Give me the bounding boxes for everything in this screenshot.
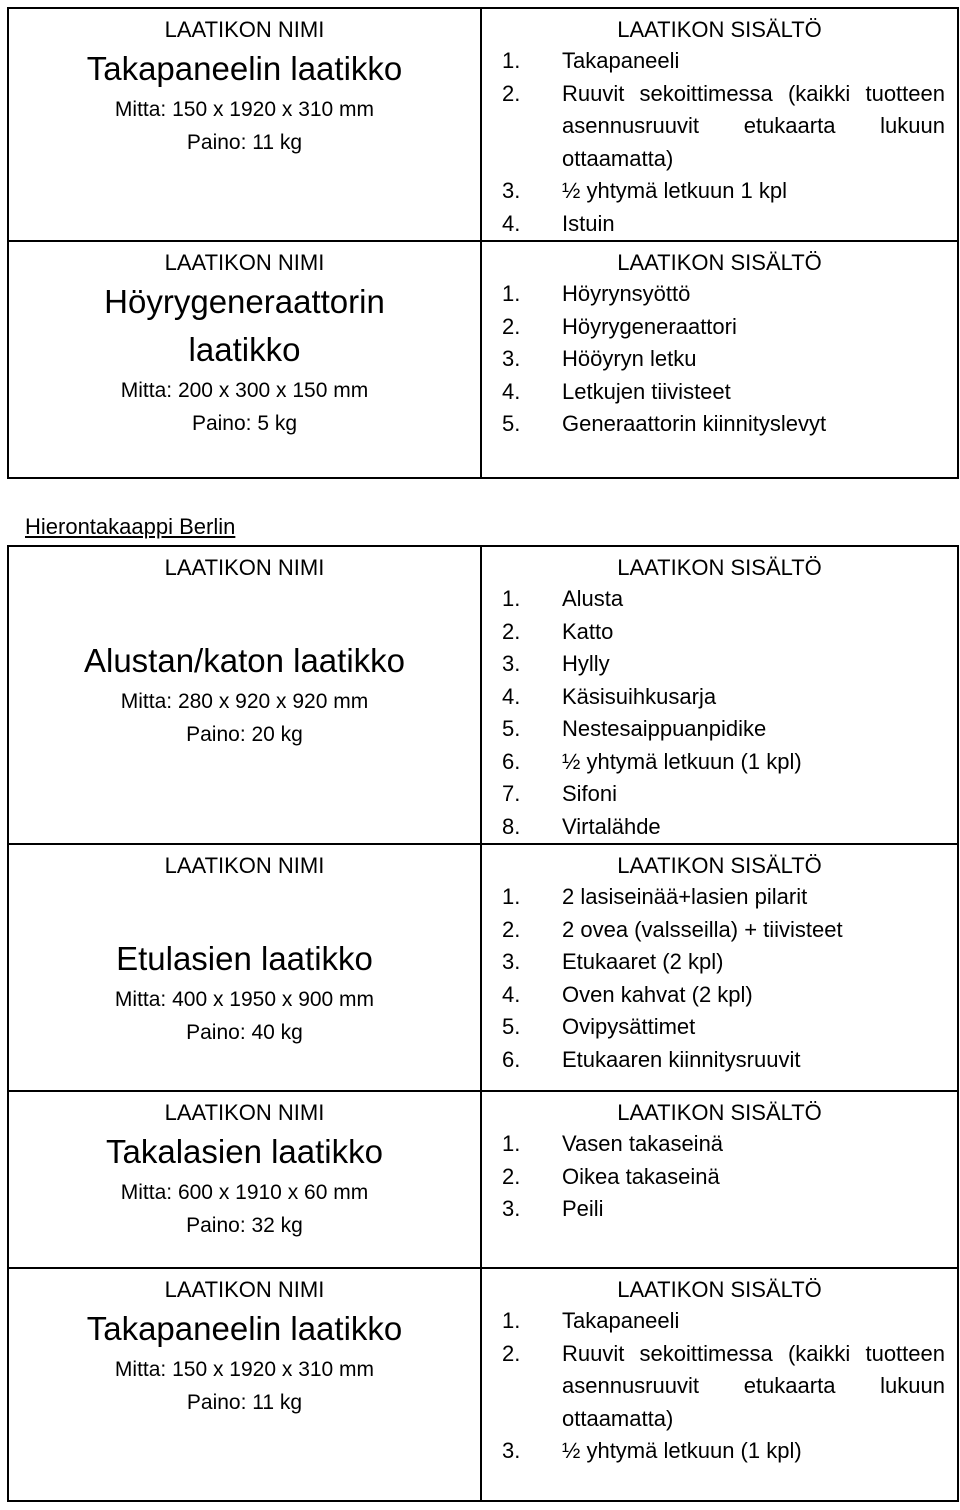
list-item <box>482 1338 957 1436</box>
list-item <box>482 1435 957 1468</box>
box-row <box>8 8 958 241</box>
list-item-number: 5. <box>502 716 521 741</box>
list-item-text: Ruuvit sekoittimessa (kaikki tuotteen asennusruuvit etukaarta lukuun ottaamatta) <box>562 80 945 171</box>
list-item-number: 2. <box>502 1163 521 1189</box>
box-table-berlin <box>7 545 959 1502</box>
list-item <box>482 175 957 208</box>
list-item-number: 3. <box>502 346 521 371</box>
list-item <box>482 746 957 779</box>
box-row <box>8 1091 958 1268</box>
list-item-number: 1. <box>502 281 521 306</box>
box-name-cell <box>8 241 481 478</box>
box-contents-header: LAATIKON SISÄLTÖ <box>617 250 822 275</box>
box-weight: Paino: 40 kg <box>186 1021 303 1044</box>
list-item-number: 3. <box>502 651 521 676</box>
box-contents-list <box>482 45 957 240</box>
box-name-cell <box>8 1268 481 1501</box>
list-item <box>482 311 957 344</box>
list-item-text: ½ yhtymä letkuun 1 kpl <box>562 178 788 203</box>
list-item <box>482 881 957 914</box>
box-title: Alustan/katon laatikko <box>83 642 406 679</box>
list-item <box>482 914 957 947</box>
box-title: Takapaneelin laatikko <box>86 50 403 87</box>
box-name-cell <box>8 8 481 241</box>
list-item <box>482 1011 957 1044</box>
list-item-number: 1. <box>502 586 521 611</box>
box-contents-cell <box>481 546 958 844</box>
list-item-text: ½ yhtymä letkuun (1 kpl) <box>562 748 802 774</box>
list-item-number: 3. <box>502 949 521 974</box>
box-size: Mitta: 150 x 1920 x 310 mm <box>114 98 375 121</box>
list-item-text: Ovipysättimet <box>562 1014 696 1039</box>
list-item-number: 8. <box>502 813 521 839</box>
list-item <box>482 376 957 409</box>
list-item <box>482 583 957 616</box>
list-item-text: Takapaneeli <box>562 48 680 73</box>
list-item <box>482 979 957 1012</box>
box-size: Mitta: 600 x 1910 x 60 mm <box>120 1181 369 1204</box>
box-name-header: LAATIKON NIMI <box>164 853 325 878</box>
box-size: Mitta: 200 x 300 x 150 mm <box>120 379 369 402</box>
list-item-text: Oikea takaseinä <box>562 1163 720 1189</box>
box-row <box>8 844 958 1091</box>
box-contents-list <box>482 278 957 441</box>
list-item-text: Sifoni <box>562 781 618 806</box>
list-item <box>482 1193 957 1226</box>
list-item-number: 1. <box>502 48 521 73</box>
list-item <box>482 1305 957 1338</box>
list-item-text: Katto <box>562 618 614 644</box>
box-row <box>8 241 958 478</box>
list-item <box>482 681 957 714</box>
list-item-number: 1. <box>502 1308 521 1333</box>
box-contents-list <box>482 1128 957 1226</box>
box-name-cell <box>8 546 481 844</box>
list-item-number: 2. <box>502 80 521 106</box>
list-item-number: 4. <box>502 210 521 236</box>
box-title: Höyrygeneraattorin laatikko <box>104 283 385 368</box>
list-item-number: 6. <box>502 1046 521 1072</box>
list-item-text: 2 ovea (valsseilla) + tiivisteet <box>562 916 843 942</box>
box-name-header: LAATIKON NIMI <box>164 1100 325 1125</box>
list-item-number: 1. <box>502 884 521 909</box>
box-contents-cell <box>481 1268 958 1501</box>
list-item-number: 5. <box>502 411 521 436</box>
list-item <box>482 713 957 746</box>
list-item-text: Höyrygeneraattori <box>562 313 737 339</box>
box-contents-cell <box>481 1091 958 1268</box>
box-size: Mitta: 400 x 1950 x 900 mm <box>114 988 375 1011</box>
list-item <box>482 278 957 311</box>
list-item-number: 4. <box>502 378 521 404</box>
list-item-number: 2. <box>502 1340 521 1366</box>
list-item-number: 5. <box>502 1014 521 1039</box>
list-item-number: 4. <box>502 981 521 1007</box>
box-contents-list <box>482 1305 957 1468</box>
list-item-number: 3. <box>502 1438 521 1463</box>
list-item-number: 2. <box>502 916 521 942</box>
box-contents-cell <box>481 844 958 1091</box>
list-item-text: Generaattorin kiinnityslevyt <box>562 411 827 436</box>
box-contents-header: LAATIKON SISÄLTÖ <box>617 555 822 580</box>
list-item-number: 3. <box>502 1196 521 1221</box>
list-item <box>482 208 957 241</box>
box-weight: Paino: 11 kg <box>186 131 303 154</box>
box-table-top <box>7 7 959 479</box>
list-item-number: 7. <box>502 781 521 806</box>
box-title: Takalasien laatikko <box>106 1133 383 1170</box>
list-item-text: Höyrynsyöttö <box>562 281 691 306</box>
box-name-cell <box>8 1091 481 1268</box>
list-item-number: 3. <box>502 178 521 203</box>
list-item-text: Vasen takaseinä <box>562 1131 724 1156</box>
box-row <box>8 1268 958 1501</box>
box-contents-header: LAATIKON SISÄLTÖ <box>617 853 822 878</box>
box-name-header: LAATIKON NIMI <box>164 1277 325 1302</box>
box-contents-header: LAATIKON SISÄLTÖ <box>617 17 822 42</box>
list-item-number: 2. <box>502 618 521 644</box>
list-item <box>482 1161 957 1194</box>
box-weight: Paino: 20 kg <box>186 723 303 746</box>
list-item <box>482 811 957 844</box>
list-item <box>482 45 957 78</box>
list-item-number: 6. <box>502 748 521 774</box>
list-item <box>482 78 957 176</box>
list-item-number: 2. <box>502 313 521 339</box>
list-item-number: 1. <box>502 1131 521 1156</box>
list-item-text: ½ yhtymä letkuun (1 kpl) <box>562 1438 802 1463</box>
list-item-text: Ruuvit sekoittimessa (kaikki tuotteen asennusruuvit etukaarta lukuun ottaamatta) <box>562 1340 945 1431</box>
box-contents-header: LAATIKON SISÄLTÖ <box>617 1277 822 1302</box>
list-item <box>482 616 957 649</box>
section-title: Hierontakaappi Berlin <box>25 514 236 539</box>
list-item-text: 2 lasiseinää+lasien pilarit <box>562 884 808 909</box>
list-item-text: Nestesaippuanpidike <box>562 716 767 741</box>
box-title: Etulasien laatikko <box>116 940 373 977</box>
box-row <box>8 546 958 844</box>
box-size: Mitta: 150 x 1920 x 310 mm <box>114 1358 375 1381</box>
list-item-text: Istuin <box>562 210 615 236</box>
list-item-text: Takapaneeli <box>562 1308 680 1333</box>
list-item <box>482 408 957 441</box>
list-item <box>482 343 957 376</box>
box-contents-cell <box>481 8 958 241</box>
list-item-text: Etukaaren kiinnitysruuvit <box>562 1046 801 1072</box>
list-item <box>482 778 957 811</box>
list-item <box>482 946 957 979</box>
box-contents-list <box>482 583 957 843</box>
box-weight: Paino: 11 kg <box>186 1391 303 1414</box>
list-item-number: 4. <box>502 683 521 709</box>
list-item <box>482 1044 957 1077</box>
list-item-text: Peili <box>562 1196 604 1221</box>
box-contents-cell <box>481 241 958 478</box>
box-size: Mitta: 280 x 920 x 920 mm <box>120 690 369 713</box>
list-item-text: Virtalähde <box>562 813 661 839</box>
box-weight: Paino: 32 kg <box>186 1214 303 1237</box>
list-item-text: Käsisuihkusarja <box>562 683 717 709</box>
list-item <box>482 648 957 681</box>
box-name-header: LAATIKON NIMI <box>164 555 325 580</box>
list-item-text: Hööyryn letku <box>562 346 697 371</box>
box-contents-list <box>482 881 957 1076</box>
box-contents-header: LAATIKON SISÄLTÖ <box>617 1100 822 1125</box>
list-item-text: Etukaaret (2 kpl) <box>562 949 724 974</box>
list-item-text: Oven kahvat (2 kpl) <box>562 981 753 1007</box>
list-item-text: Alusta <box>562 586 624 611</box>
list-item-text: Letkujen tiivisteet <box>562 378 731 404</box>
box-name-cell <box>8 844 481 1091</box>
list-item-text: Hylly <box>562 651 610 676</box>
box-weight: Paino: 5 kg <box>191 412 298 435</box>
box-title: Takapaneelin laatikko <box>86 1310 403 1347</box>
box-name-header: LAATIKON NIMI <box>164 250 325 275</box>
box-name-header: LAATIKON NIMI <box>164 17 325 42</box>
list-item <box>482 1128 957 1161</box>
